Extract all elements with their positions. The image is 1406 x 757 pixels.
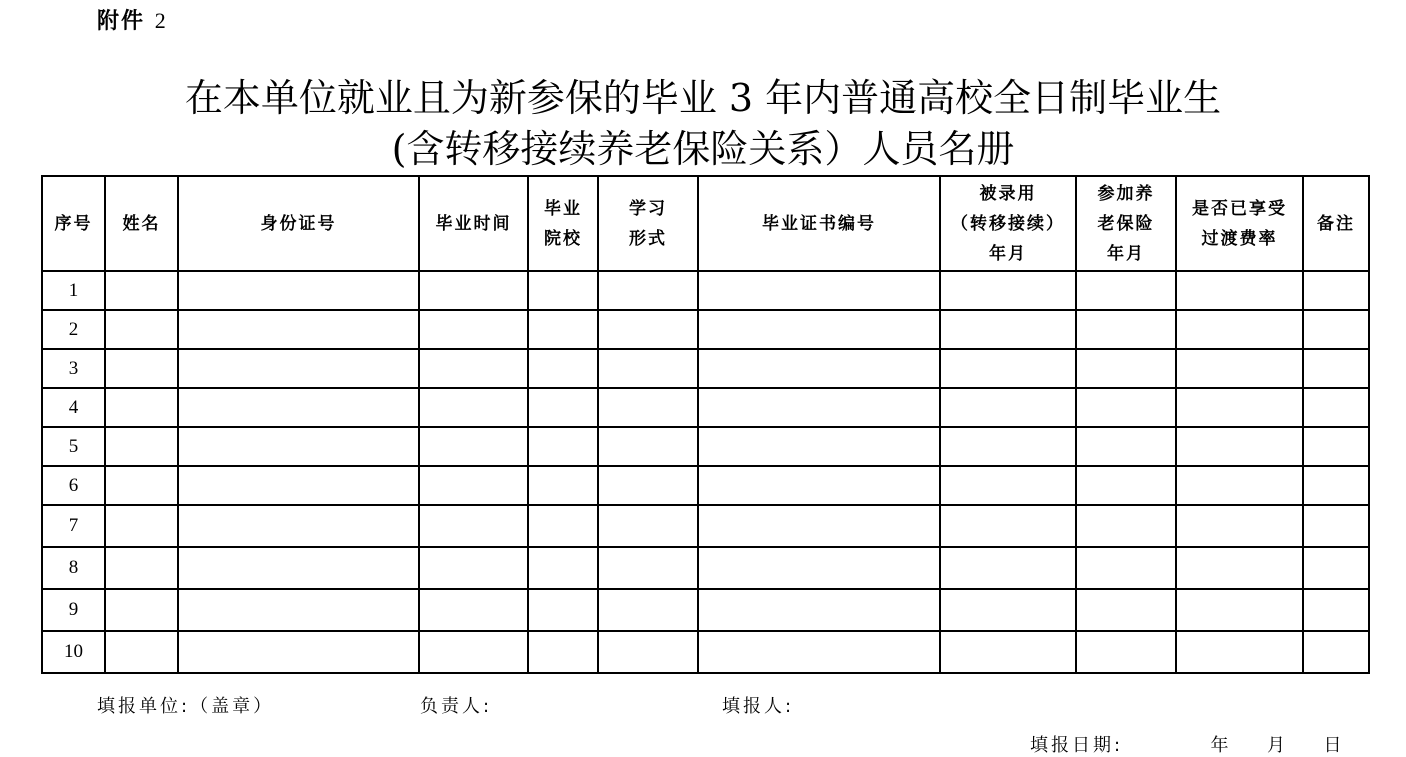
header-cell xyxy=(528,176,598,271)
row-number: 9 xyxy=(42,589,105,631)
blank-cell[interactable] xyxy=(1076,631,1176,673)
footer-day: 日 xyxy=(1323,735,1345,756)
blank-cell[interactable] xyxy=(419,547,528,589)
blank-cell[interactable] xyxy=(598,547,698,589)
header-cell-line: 年月 xyxy=(989,243,1027,264)
header-cell xyxy=(42,176,105,271)
blank-cell[interactable] xyxy=(940,310,1076,349)
blank-cell[interactable] xyxy=(940,271,1076,310)
blank-cell[interactable] xyxy=(528,505,598,547)
blank-cell[interactable] xyxy=(940,427,1076,466)
blank-cell[interactable] xyxy=(419,466,528,505)
blank-cell[interactable] xyxy=(528,388,598,427)
header-cell xyxy=(698,176,940,271)
header-cell xyxy=(1076,176,1176,271)
header-cell-line: 被录用 xyxy=(979,183,1037,204)
footer-filler: 填报人: xyxy=(722,696,795,717)
blank-cell[interactable] xyxy=(698,427,940,466)
blank-cell[interactable] xyxy=(1076,547,1176,589)
blank-cell[interactable] xyxy=(1076,271,1176,310)
blank-cell[interactable] xyxy=(105,349,178,388)
blank-cell[interactable] xyxy=(598,631,698,673)
header-cell-line: 毕业 xyxy=(544,198,582,219)
blank-cell[interactable] xyxy=(1303,349,1369,388)
header-cell-line: 形式 xyxy=(629,228,667,249)
blank-cell[interactable] xyxy=(178,271,419,310)
header-cell-line: 姓名 xyxy=(122,213,161,234)
blank-cell[interactable] xyxy=(105,547,178,589)
blank-cell[interactable] xyxy=(698,310,940,349)
header-cell xyxy=(1303,176,1369,271)
table-row xyxy=(42,547,1369,589)
blank-cell[interactable] xyxy=(105,631,178,673)
blank-cell[interactable] xyxy=(528,466,598,505)
blank-cell[interactable] xyxy=(419,631,528,673)
blank-cell[interactable] xyxy=(598,505,698,547)
blank-cell[interactable] xyxy=(1303,427,1369,466)
footer-date xyxy=(1030,731,1344,757)
blank-cell[interactable] xyxy=(105,589,178,631)
blank-cell[interactable] xyxy=(1176,427,1303,466)
blank-cell[interactable] xyxy=(598,388,698,427)
table-row xyxy=(42,631,1369,673)
blank-cell[interactable] xyxy=(1076,310,1176,349)
footer-year: 年 xyxy=(1210,735,1232,756)
blank-cell[interactable] xyxy=(105,505,178,547)
blank-cell[interactable] xyxy=(528,547,598,589)
blank-cell[interactable] xyxy=(598,349,698,388)
blank-cell[interactable] xyxy=(1176,388,1303,427)
blank-cell[interactable] xyxy=(1176,349,1303,388)
roster-body xyxy=(42,271,1369,673)
table-row xyxy=(42,505,1369,547)
header-cell-line: 老保险 xyxy=(1097,213,1155,234)
row-number: 1 xyxy=(42,271,105,310)
header-cell xyxy=(419,176,528,271)
header-cell xyxy=(940,176,1076,271)
blank-cell[interactable] xyxy=(1303,505,1369,547)
blank-cell[interactable] xyxy=(178,589,419,631)
row-number: 10 xyxy=(42,631,105,673)
blank-cell[interactable] xyxy=(698,589,940,631)
blank-cell[interactable] xyxy=(1303,271,1369,310)
blank-cell[interactable] xyxy=(105,388,178,427)
header-cell-line: 参加养 xyxy=(1097,183,1155,204)
blank-cell[interactable] xyxy=(1076,388,1176,427)
blank-cell[interactable] xyxy=(698,466,940,505)
blank-cell[interactable] xyxy=(940,349,1076,388)
header-cell-line: 年月 xyxy=(1107,243,1145,264)
attachment-text: 附件 xyxy=(97,9,146,34)
blank-cell[interactable] xyxy=(528,349,598,388)
header-cell-line: 是否已享受 xyxy=(1192,198,1287,219)
blank-cell[interactable] xyxy=(698,505,940,547)
blank-cell[interactable] xyxy=(178,349,419,388)
blank-cell[interactable] xyxy=(1303,589,1369,631)
blank-cell[interactable] xyxy=(598,271,698,310)
blank-cell[interactable] xyxy=(1076,349,1176,388)
blank-cell[interactable] xyxy=(1176,547,1303,589)
blank-cell[interactable] xyxy=(598,310,698,349)
table-row xyxy=(42,271,1369,310)
blank-cell[interactable] xyxy=(419,388,528,427)
blank-cell[interactable] xyxy=(1176,310,1303,349)
header-cell-line: 过渡费率 xyxy=(1201,228,1278,249)
row-number: 4 xyxy=(42,388,105,427)
footer-date-label: 填报日期: xyxy=(1030,735,1124,756)
blank-cell[interactable] xyxy=(1176,505,1303,547)
header-cell-line: 毕业证书编号 xyxy=(762,213,876,234)
blank-cell[interactable] xyxy=(1176,589,1303,631)
header-cell-line: 序号 xyxy=(54,213,93,234)
table-row xyxy=(42,589,1369,631)
blank-cell[interactable] xyxy=(178,466,419,505)
attachment-number: 2 xyxy=(154,8,168,33)
row-number: 6 xyxy=(42,466,105,505)
row-number: 8 xyxy=(42,547,105,589)
blank-cell[interactable] xyxy=(419,271,528,310)
blank-cell[interactable] xyxy=(1176,631,1303,673)
blank-cell[interactable] xyxy=(528,631,598,673)
blank-cell[interactable] xyxy=(105,271,178,310)
table-row xyxy=(42,466,1369,505)
header-cell xyxy=(1176,176,1303,271)
blank-cell[interactable] xyxy=(1303,547,1369,589)
blank-cell[interactable] xyxy=(528,427,598,466)
blank-cell[interactable] xyxy=(419,505,528,547)
header-cell-line: 备注 xyxy=(1317,213,1355,234)
blank-cell[interactable] xyxy=(598,589,698,631)
blank-cell[interactable] xyxy=(178,631,419,673)
row-number: 3 xyxy=(42,349,105,388)
blank-cell[interactable] xyxy=(528,310,598,349)
blank-cell[interactable] xyxy=(1076,589,1176,631)
table-row xyxy=(42,310,1369,349)
blank-cell[interactable] xyxy=(1176,271,1303,310)
header-cell-line: 身份证号 xyxy=(260,213,337,234)
blank-cell[interactable] xyxy=(178,505,419,547)
blank-cell[interactable] xyxy=(1303,631,1369,673)
blank-cell[interactable] xyxy=(698,547,940,589)
header-cell-line: 院校 xyxy=(544,228,582,249)
blank-cell[interactable] xyxy=(940,505,1076,547)
blank-cell[interactable] xyxy=(419,310,528,349)
blank-cell[interactable] xyxy=(1303,310,1369,349)
blank-cell[interactable] xyxy=(1076,466,1176,505)
blank-cell[interactable] xyxy=(1076,427,1176,466)
roster-table xyxy=(41,175,1370,674)
attachment-label xyxy=(97,4,168,35)
blank-cell[interactable] xyxy=(1076,505,1176,547)
blank-cell[interactable] xyxy=(698,388,940,427)
blank-cell[interactable] xyxy=(178,310,419,349)
blank-cell[interactable] xyxy=(698,349,940,388)
header-cell-line: 学习 xyxy=(629,198,667,219)
blank-cell[interactable] xyxy=(178,547,419,589)
blank-cell[interactable] xyxy=(940,547,1076,589)
row-number: 2 xyxy=(42,310,105,349)
blank-cell[interactable] xyxy=(419,349,528,388)
table-row xyxy=(42,349,1369,388)
header-cell xyxy=(598,176,698,271)
blank-cell[interactable] xyxy=(698,271,940,310)
header-cell xyxy=(178,176,419,271)
blank-cell[interactable] xyxy=(178,427,419,466)
footer-unit: 填报单位:（盖章） xyxy=(97,696,275,717)
title-line-2: (含转移接续养老保险关系）人员名册 xyxy=(391,127,1015,171)
blank-cell[interactable] xyxy=(419,427,528,466)
header-row xyxy=(42,176,1369,271)
row-number: 5 xyxy=(42,427,105,466)
blank-cell[interactable] xyxy=(178,388,419,427)
blank-cell[interactable] xyxy=(528,589,598,631)
header-cell-line: （转移接续） xyxy=(951,213,1065,234)
blank-cell[interactable] xyxy=(528,271,598,310)
blank-cell[interactable] xyxy=(940,631,1076,673)
blank-cell[interactable] xyxy=(1176,466,1303,505)
blank-cell[interactable] xyxy=(598,427,698,466)
blank-cell[interactable] xyxy=(105,310,178,349)
blank-cell[interactable] xyxy=(698,631,940,673)
blank-cell[interactable] xyxy=(940,466,1076,505)
footer-month: 月 xyxy=(1267,735,1289,756)
blank-cell[interactable] xyxy=(419,589,528,631)
blank-cell[interactable] xyxy=(1303,466,1369,505)
blank-cell[interactable] xyxy=(105,466,178,505)
title-line-1: 在本单位就业且为新参保的毕业 3 年内普通高校全日制毕业生 xyxy=(184,76,1222,120)
table-row xyxy=(42,388,1369,427)
header-cell-line: 毕业时间 xyxy=(435,213,512,234)
blank-cell[interactable] xyxy=(940,388,1076,427)
blank-cell[interactable] xyxy=(1303,388,1369,427)
footer-owner: 负责人: xyxy=(420,696,493,717)
blank-cell[interactable] xyxy=(598,466,698,505)
blank-cell[interactable] xyxy=(940,589,1076,631)
header-cell xyxy=(105,176,178,271)
row-number: 7 xyxy=(42,505,105,547)
table-row xyxy=(42,427,1369,466)
blank-cell[interactable] xyxy=(105,427,178,466)
